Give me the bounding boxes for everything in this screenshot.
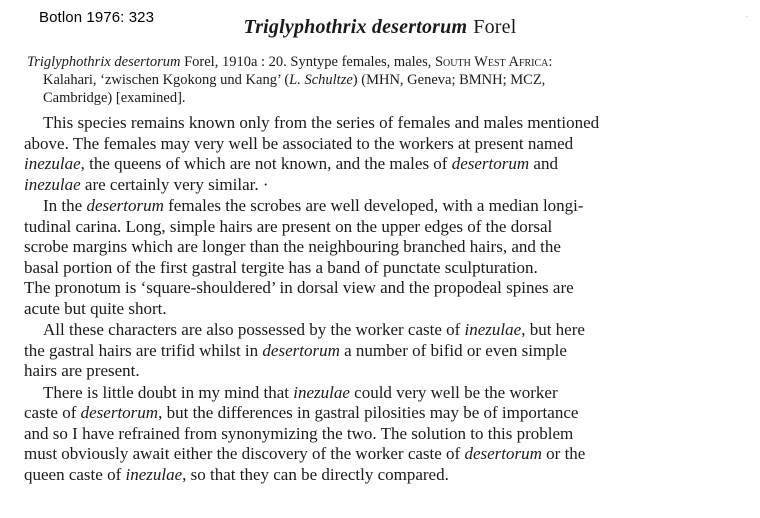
text-run: , the queens of which are not known, and the males of xyxy=(80,154,452,173)
text-line xyxy=(24,196,730,217)
citation-text: ) (MHN, Geneva; BMNH; MCZ, xyxy=(352,72,546,88)
text-run: , but here xyxy=(521,320,585,339)
citation-line xyxy=(27,53,745,71)
italic-taxon: desertorum xyxy=(86,196,164,215)
text-run: are certainly very similar. · xyxy=(80,174,269,194)
italic-taxon: desertorum xyxy=(80,403,159,422)
text-run: above. The females may very well be associated to the workers at present named xyxy=(24,133,574,153)
text-line xyxy=(24,278,730,299)
title-species: Triglyphothrix desertorum xyxy=(243,16,468,38)
text-line xyxy=(24,154,730,175)
italic-taxon: inezulae xyxy=(24,154,81,173)
italic-taxon: desertorum xyxy=(464,444,542,463)
text-line xyxy=(24,403,730,424)
text-run: , so that they can be directly compared. xyxy=(182,464,449,484)
text-line xyxy=(24,383,730,404)
text-line xyxy=(24,341,730,362)
text-run: and xyxy=(529,154,558,173)
text-line xyxy=(24,465,730,486)
text-run: and so I have refrained from synonymizing the two. The solution to this problem xyxy=(24,423,574,443)
text-run: basal portion of the first gastral tergite has a band of punctate sculpturation. xyxy=(24,257,538,277)
italic-taxon: inezulae xyxy=(464,320,522,339)
text-run: This species remains known only from the series of females and males mentioned xyxy=(43,113,600,132)
italic-taxon: inezulae xyxy=(125,464,183,484)
text-run: All these characters are also possessed by the worker caste of xyxy=(43,320,465,339)
text-run: scrobe margins which are longer than the neighbouring branched hairs, and the xyxy=(24,237,561,256)
paragraph xyxy=(24,196,730,319)
text-line xyxy=(24,113,730,134)
text-run: the gastral hairs are trifid whilst in xyxy=(24,340,263,360)
citation-text: Kalahari, ‘zwischen Kgokong und Kang’ ( xyxy=(43,72,290,88)
text-run: tudinal carina. Long, simple hairs are present on the upper edges of the dorsal xyxy=(24,216,553,236)
italic-taxon: inezulae xyxy=(24,174,81,194)
text-line xyxy=(24,361,730,382)
paragraph xyxy=(24,383,730,486)
citation-text: Forel, 1910a : 20. Syntype females, males, xyxy=(180,54,435,70)
text-run: , but the differences in gastral pilosities may be of importance xyxy=(158,403,579,422)
page-title xyxy=(0,16,760,39)
text-line xyxy=(24,258,730,279)
text-line xyxy=(24,299,730,320)
body-text xyxy=(24,113,730,486)
text-run: females the scrobes are well developed, with a median longi- xyxy=(163,196,584,215)
source-reference-label: Botlon 1976: 323 xyxy=(39,9,155,26)
citation-text: Cambridge) [examined]. xyxy=(43,90,186,106)
text-line xyxy=(24,424,730,445)
text-run: acute but quite short. xyxy=(24,298,167,318)
scan-speck: · xyxy=(745,12,749,23)
text-line xyxy=(24,320,730,341)
citation-block xyxy=(27,53,745,107)
text-run: a number of bifid or even simple xyxy=(339,340,567,360)
paragraph xyxy=(24,320,730,382)
title-author: Forel xyxy=(473,16,517,38)
text-run: In the xyxy=(43,196,87,215)
italic-taxon: inezulae xyxy=(293,382,350,402)
text-run: caste of xyxy=(24,403,81,422)
citation-region: South West Africa xyxy=(434,54,549,70)
text-line xyxy=(24,217,730,238)
text-run: must obviously await either the discovery of the worker caste of xyxy=(24,444,465,463)
text-run: hairs are present. xyxy=(24,361,140,380)
text-line xyxy=(24,237,730,258)
italic-taxon: desertorum xyxy=(451,154,530,173)
citation-collector: L. Schultze xyxy=(289,72,353,88)
text-run: queen caste of xyxy=(24,464,126,484)
paragraph xyxy=(24,113,730,195)
italic-taxon: desertorum xyxy=(262,340,340,360)
text-run: or the xyxy=(541,444,586,463)
citation-line xyxy=(27,89,745,107)
text-run: There is little doubt in my mind that xyxy=(43,382,294,402)
citation-text: : xyxy=(548,54,553,70)
text-line xyxy=(24,175,730,196)
text-run: could very well be the worker xyxy=(349,382,558,402)
text-line xyxy=(24,134,730,155)
text-line xyxy=(24,444,730,465)
citation-line xyxy=(27,71,745,89)
text-run: The pronotum is ‘square-shouldered’ in dorsal view and the propodeal spines are xyxy=(24,278,574,297)
citation-species: Triglyphothrix desertorum xyxy=(27,54,181,70)
